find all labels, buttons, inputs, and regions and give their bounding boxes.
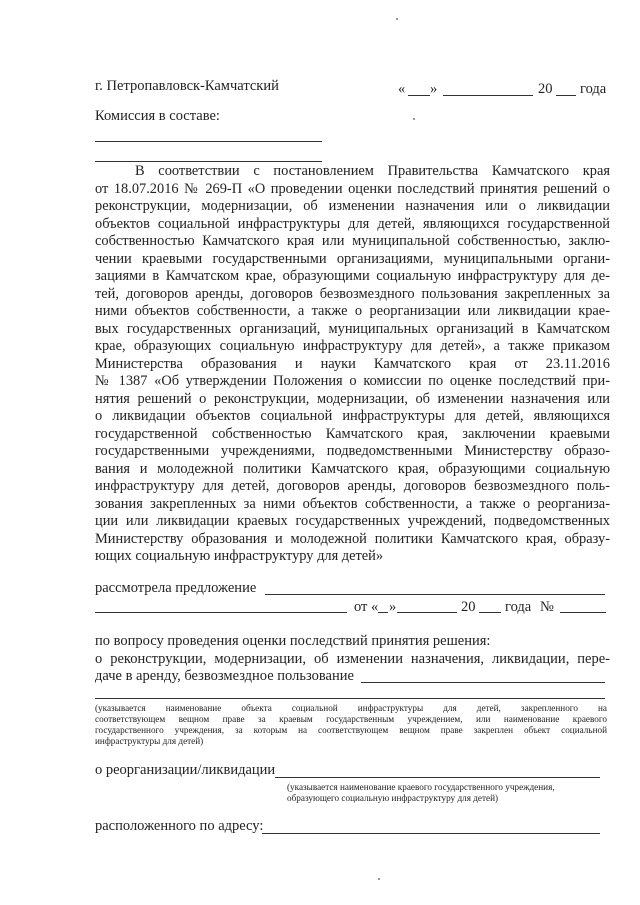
proposal-month-blank[interactable] bbox=[397, 612, 457, 613]
reorganization-label: о реорганизации/ликвидации bbox=[95, 762, 276, 778]
paragraph-line: зациями в Камчатском крае, образующими социальную инфраструктуру для де- bbox=[95, 268, 610, 284]
proposal-year-prefix: 20 bbox=[461, 599, 476, 615]
object-name-blank-2[interactable] bbox=[95, 698, 605, 699]
proposal-number-blank[interactable] bbox=[560, 612, 606, 613]
reorganization-hint-line-1: (указывается наименование краевого государственного учреждения, bbox=[287, 782, 555, 792]
address-label: расположенного по адресу: bbox=[95, 818, 264, 834]
paragraph-line: инфраструктуру для детей, договоров аренды, договоров безвозмездного поль- bbox=[95, 478, 610, 494]
proposal-year-word: года bbox=[505, 599, 532, 615]
object-hint-line: соответствующем вещном праве за краевым государственным учреждением, или наименование краевого bbox=[95, 714, 607, 724]
date-year-blank[interactable] bbox=[556, 95, 576, 96]
proposal-sender-blank[interactable] bbox=[95, 612, 347, 613]
date-day-blank[interactable] bbox=[408, 95, 430, 96]
paragraph-line: ними объектов собственности, а также о реорганизации или ликвидации крае- bbox=[95, 303, 610, 319]
paragraph-line: государственной собственностью Камчатского края, заключении краевыми bbox=[95, 425, 610, 442]
date-month-blank[interactable] bbox=[443, 95, 533, 96]
proposal-close-quote: » bbox=[389, 599, 397, 615]
reorganization-hint-line-2: образующего социальную инфраструктуру для детей) bbox=[287, 793, 499, 803]
paragraph-line: тей, договоров аренды, договоров безвозмездного пользования закрепленных за bbox=[95, 285, 610, 302]
paragraph-line: ции или ликвидации краевых государственных учреждений, подведомственных bbox=[95, 513, 610, 529]
city-name: г. Петропавловск-Камчатский bbox=[95, 78, 279, 94]
date-open-quote: « bbox=[398, 81, 406, 97]
reorganization-blank[interactable] bbox=[275, 777, 600, 778]
proposal-label: рассмотрела предложение bbox=[95, 580, 257, 596]
paragraph-line: государственными учреждениями, подведомственными Министерству образо- bbox=[95, 443, 610, 459]
paragraph-line: от 18.07.2016 № 269-П «О проведении оценки последствий принятия решений о bbox=[95, 180, 610, 197]
question-line-3: даче в аренду, безвозмездное пользование bbox=[95, 668, 354, 684]
paragraph-line: объектов социальной инфраструктуры для детей, являющихся государственной bbox=[95, 215, 610, 232]
question-heading: по вопросу проведения оценки последствий принятия решения: bbox=[95, 633, 491, 649]
paragraph-line: о ликвидации объектов социальной инфраструктуры для детей, являющихся bbox=[95, 408, 610, 424]
paragraph-line: Министерству образования и молодежной политики Камчатского края, образу- bbox=[95, 530, 610, 547]
object-hint-line: инфраструктуры для детей) bbox=[95, 736, 204, 746]
paragraph-line: нятия решений о реконструкции, модернизации, об изменении назначения или bbox=[95, 390, 610, 407]
question-line-2: о реконструкции, модернизации, об изменении назначения, ликвидации, пере- bbox=[95, 651, 610, 667]
paragraph-line: вания и молодежной политики Камчатского края, образующими социальную bbox=[95, 460, 610, 477]
proposal-number-label: № bbox=[540, 599, 554, 615]
date-year-word: года bbox=[580, 81, 607, 97]
object-hint-line: (указывается наименование объекта социальной инфраструктуры для детей, закрепленного на bbox=[95, 703, 607, 713]
paragraph-line: реконструкции, модернизации, об изменении назначения или о ликвидации bbox=[95, 198, 610, 214]
paragraph-line: ющих социальную инфраструктуру для детей» bbox=[95, 548, 384, 564]
scan-speck bbox=[378, 878, 380, 880]
paragraph-line: чении краевыми государственными организациями, муниципальными органи- bbox=[95, 250, 610, 267]
proposal-day-blank[interactable] bbox=[378, 612, 388, 613]
address-blank[interactable] bbox=[262, 833, 600, 834]
paragraph-line: Министерства образования и науки Камчатского края от 23.11.2016 bbox=[95, 355, 610, 372]
commission-member-line-2[interactable] bbox=[95, 161, 322, 162]
paragraph-line: В соответствии с постановлением Правительства Камчатского края bbox=[135, 163, 610, 179]
proposal-blank-1[interactable] bbox=[265, 594, 605, 595]
scan-speck bbox=[396, 18, 398, 20]
proposal-from-label: от « bbox=[354, 599, 379, 615]
scan-speck bbox=[413, 118, 415, 120]
paragraph-line: вых государственных организаций, муниципальных организаций в Камчатском bbox=[95, 320, 610, 337]
paragraph-line: крае, образующих социальную инфраструктуру для детей», а также приказом bbox=[95, 338, 610, 354]
paragraph-line: зования закрепленных за ними объектов собственности, а также о реорганиза- bbox=[95, 495, 610, 512]
proposal-year-blank[interactable] bbox=[479, 612, 501, 613]
paragraph-line: собственностью Камчатского края или муниципальной собственностью, заклю- bbox=[95, 233, 610, 249]
commission-label: Комиссия в составе: bbox=[95, 108, 220, 124]
paragraph-line: № 1387 «Об утверждении Положения о комиссии по оценке последствий при- bbox=[95, 373, 610, 389]
object-name-blank-1[interactable] bbox=[361, 682, 605, 683]
date-year-prefix: 20 bbox=[538, 81, 553, 97]
commission-member-line-1[interactable] bbox=[95, 141, 322, 142]
object-hint-line: государственного учреждения, за которым на соответствующем вещном праве закреплен объект социальной bbox=[95, 725, 607, 735]
date-close-quote: » bbox=[430, 81, 438, 97]
